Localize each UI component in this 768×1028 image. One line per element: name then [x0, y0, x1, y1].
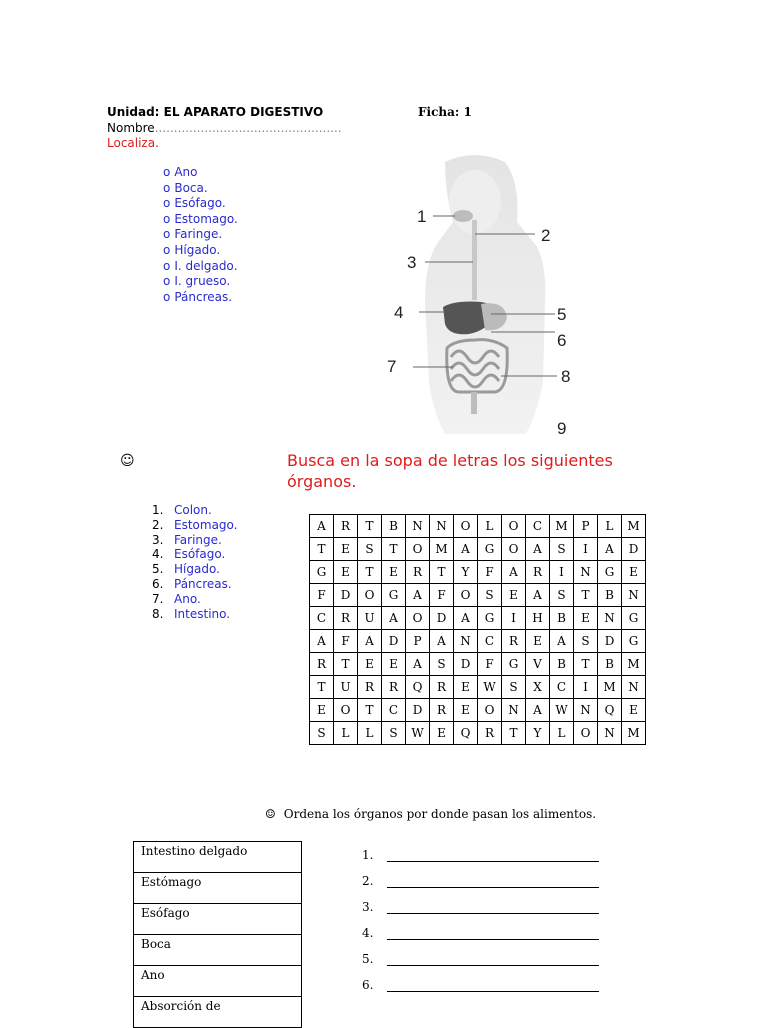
grid-cell[interactable]: M	[430, 538, 454, 561]
diagram-label-7: 7	[387, 357, 397, 376]
step-cell: Absorción de	[134, 997, 302, 1028]
grid-cell[interactable]: O	[406, 538, 430, 561]
grid-cell[interactable]: V	[526, 653, 550, 676]
nombre-dots: .................................................	[154, 121, 342, 135]
grid-cell[interactable]: S	[310, 722, 334, 745]
grid-cell[interactable]: E	[502, 584, 526, 607]
grid-cell[interactable]: S	[550, 584, 574, 607]
grid-cell[interactable]: G	[622, 630, 646, 653]
grid-cell[interactable]: O	[358, 584, 382, 607]
grid-cell[interactable]: A	[526, 584, 550, 607]
step-cell: Boca	[134, 935, 302, 966]
table-row	[134, 935, 302, 966]
list-item: 3. Faringe.	[152, 532, 222, 547]
diagram-label-9: 9	[557, 419, 567, 434]
grid-cell[interactable]: A	[382, 607, 406, 630]
grid-cell[interactable]: R	[430, 699, 454, 722]
grid-cell[interactable]: I	[574, 538, 598, 561]
grid-cell[interactable]: T	[382, 538, 406, 561]
grid-cell[interactable]: S	[574, 630, 598, 653]
list-item: o Páncreas.	[163, 289, 233, 304]
grid-cell[interactable]: W	[406, 722, 430, 745]
nombre-label: Nombre	[107, 121, 155, 135]
step-cell: Esófago	[134, 904, 302, 935]
grid-cell[interactable]: P	[406, 630, 430, 653]
grid-cell[interactable]: O	[574, 722, 598, 745]
grid-cell[interactable]: A	[310, 515, 334, 538]
grid-cell[interactable]: F	[310, 584, 334, 607]
grid-cell[interactable]: E	[334, 538, 358, 561]
grid-cell[interactable]: C	[310, 607, 334, 630]
table-row	[134, 873, 302, 904]
answer-line[interactable]	[387, 965, 599, 966]
grid-cell[interactable]: A	[454, 538, 478, 561]
grid-cell[interactable]: T	[430, 561, 454, 584]
grid-cell[interactable]: A	[358, 630, 382, 653]
grid-cell[interactable]: N	[574, 699, 598, 722]
grid-cell[interactable]: Y	[454, 561, 478, 584]
table-row	[134, 842, 302, 873]
list-item: o Boca.	[163, 180, 208, 195]
grid-cell[interactable]: X	[526, 676, 550, 699]
grid-row	[310, 584, 646, 607]
grid-cell[interactable]: O	[454, 515, 478, 538]
diagram-label-2: 2	[541, 226, 551, 245]
grid-cell[interactable]: T	[334, 653, 358, 676]
grid-cell[interactable]: L	[334, 722, 358, 745]
grid-cell[interactable]: T	[358, 515, 382, 538]
grid-cell[interactable]: N	[598, 607, 622, 630]
grid-cell[interactable]: N	[406, 515, 430, 538]
grid-cell[interactable]: G	[310, 561, 334, 584]
organ-list	[163, 165, 238, 305]
grid-cell[interactable]: D	[454, 653, 478, 676]
grid-cell[interactable]: U	[358, 607, 382, 630]
answer-line[interactable]	[387, 939, 599, 940]
list-item: o Faringe.	[163, 227, 223, 242]
grid-cell[interactable]: A	[550, 630, 574, 653]
grid-cell[interactable]: E	[382, 561, 406, 584]
grid-cell[interactable]: A	[502, 561, 526, 584]
grid-cell[interactable]: L	[478, 515, 502, 538]
grid-cell[interactable]: T	[574, 584, 598, 607]
grid-cell[interactable]: F	[478, 653, 502, 676]
step-cell: Intestino delgado	[134, 842, 302, 873]
grid-cell[interactable]: E	[454, 699, 478, 722]
grid-row	[310, 630, 646, 653]
grid-cell[interactable]: R	[334, 515, 358, 538]
grid-cell[interactable]: A	[526, 538, 550, 561]
grid-cell[interactable]: W	[478, 676, 502, 699]
grid-cell[interactable]: S	[358, 538, 382, 561]
diagram-label-5: 5	[557, 305, 567, 324]
grid-cell[interactable]: D	[598, 630, 622, 653]
digestive-system-diagram	[385, 152, 585, 434]
grid-row	[310, 722, 646, 745]
list-item: 1. Colon.	[152, 503, 212, 517]
grid-row	[310, 676, 646, 699]
grid-cell[interactable]: P	[574, 515, 598, 538]
grid-cell[interactable]: O	[406, 607, 430, 630]
answer-line[interactable]	[387, 887, 599, 888]
smiley-icon: ☺	[120, 453, 135, 469]
wordsearch-instruction: Busca en la sopa de letras los siguientes órganos.	[287, 451, 613, 491]
grid-cell[interactable]: C	[478, 630, 502, 653]
list-item: 5. Hígado.	[152, 562, 220, 577]
grid-cell[interactable]: E	[358, 653, 382, 676]
grid-cell[interactable]: L	[358, 722, 382, 745]
grid-cell[interactable]: S	[550, 538, 574, 561]
grid-cell[interactable]: S	[430, 653, 454, 676]
localiza-label: Localiza.	[107, 136, 159, 150]
grid-cell[interactable]: A	[454, 607, 478, 630]
list-item: o Esófago.	[163, 196, 226, 211]
grid-cell[interactable]: S	[502, 676, 526, 699]
diagram-label-4: 4	[394, 303, 404, 322]
smiley-icon: ☺	[265, 807, 276, 821]
grid-cell[interactable]: O	[454, 584, 478, 607]
grid-cell[interactable]: M	[622, 515, 646, 538]
grid-cell[interactable]: B	[382, 515, 406, 538]
grid-cell[interactable]: M	[598, 676, 622, 699]
grid-cell[interactable]: L	[598, 515, 622, 538]
answer-line[interactable]	[387, 913, 599, 914]
grid-cell[interactable]: R	[478, 722, 502, 745]
grid-cell[interactable]: E	[334, 561, 358, 584]
list-item: 2. Estomago.	[152, 517, 238, 532]
grid-cell[interactable]: C	[550, 676, 574, 699]
grid-cell[interactable]: C	[382, 699, 406, 722]
list-item: 8. Intestino.	[152, 606, 231, 621]
list-item: 4. Esófago.	[152, 547, 226, 562]
grid-cell[interactable]: R	[502, 630, 526, 653]
grid-cell[interactable]: U	[334, 676, 358, 699]
grid-cell[interactable]: E	[622, 699, 646, 722]
diagram-label-3: 3	[407, 253, 417, 272]
grid-cell[interactable]: T	[358, 561, 382, 584]
grid-cell[interactable]: R	[526, 561, 550, 584]
grid-cell[interactable]: N	[598, 722, 622, 745]
grid-cell[interactable]: F	[334, 630, 358, 653]
grid-cell[interactable]: A	[430, 630, 454, 653]
grid-cell[interactable]: R	[358, 676, 382, 699]
grid-cell[interactable]: E	[382, 653, 406, 676]
grid-cell[interactable]: R	[382, 676, 406, 699]
grid-cell[interactable]: R	[334, 607, 358, 630]
order-instruction: Ordena los órganos por donde pasan los alimentos.	[283, 807, 597, 821]
grid-cell[interactable]: A	[598, 538, 622, 561]
diagram-label-1: 1	[417, 207, 427, 226]
list-item: o Ano	[163, 165, 198, 179]
grid-cell[interactable]: B	[550, 607, 574, 630]
grid-cell[interactable]: T	[310, 676, 334, 699]
step-cell: Estómago	[134, 873, 302, 904]
list-item: 7. Ano.	[152, 591, 201, 606]
grid-cell[interactable]: I	[550, 561, 574, 584]
grid-cell[interactable]: D	[406, 699, 430, 722]
table-row	[134, 997, 302, 1028]
list-item: o Estomago.	[163, 211, 238, 226]
grid-cell[interactable]: T	[574, 653, 598, 676]
grid-cell[interactable]: T	[502, 722, 526, 745]
grid-cell[interactable]: H	[526, 607, 550, 630]
grid-cell[interactable]: N	[454, 630, 478, 653]
grid-cell[interactable]: I	[574, 676, 598, 699]
unit-title: Unidad: EL APARATO DIGESTIVO	[107, 105, 324, 119]
answer-line[interactable]	[387, 991, 599, 992]
grid-cell[interactable]: N	[574, 561, 598, 584]
table-row	[134, 966, 302, 997]
grid-cell[interactable]: A	[310, 630, 334, 653]
grid-cell[interactable]: B	[550, 653, 574, 676]
grid-cell[interactable]: D	[382, 630, 406, 653]
grid-cell[interactable]: A	[406, 653, 430, 676]
grid-cell[interactable]: O	[478, 699, 502, 722]
word-search-grid	[309, 514, 646, 745]
list-item: o I. grueso.	[163, 274, 231, 289]
esophagus-organ	[472, 220, 477, 300]
grid-cell[interactable]: R	[406, 561, 430, 584]
grid-cell[interactable]: C	[526, 515, 550, 538]
grid-row	[310, 515, 646, 538]
grid-cell[interactable]: M	[622, 653, 646, 676]
grid-cell[interactable]: Q	[454, 722, 478, 745]
grid-cell[interactable]: M	[550, 515, 574, 538]
word-list	[152, 503, 238, 621]
grid-cell[interactable]: E	[622, 561, 646, 584]
grid-cell[interactable]: E	[430, 722, 454, 745]
list-item: 6. Páncreas.	[152, 576, 232, 591]
grid-cell[interactable]: D	[334, 584, 358, 607]
diagram-label-6: 6	[557, 331, 567, 350]
grid-cell[interactable]: R	[430, 676, 454, 699]
grid-cell[interactable]: T	[358, 699, 382, 722]
grid-cell[interactable]: G	[478, 538, 502, 561]
nombre-line	[107, 121, 342, 135]
grid-cell[interactable]: G	[478, 607, 502, 630]
grid-cell[interactable]: D	[622, 538, 646, 561]
grid-cell[interactable]: T	[310, 538, 334, 561]
grid-cell[interactable]: F	[478, 561, 502, 584]
grid-cell[interactable]: O	[502, 515, 526, 538]
grid-cell[interactable]: Q	[406, 676, 430, 699]
grid-cell[interactable]: B	[598, 653, 622, 676]
grid-row	[310, 538, 646, 561]
diagram-label-8: 8	[561, 367, 571, 386]
grid-cell[interactable]: D	[430, 607, 454, 630]
grid-cell[interactable]: W	[550, 699, 574, 722]
grid-cell[interactable]: O	[334, 699, 358, 722]
grid-cell[interactable]: S	[478, 584, 502, 607]
grid-cell[interactable]: N	[622, 676, 646, 699]
grid-cell[interactable]: B	[598, 584, 622, 607]
grid-cell[interactable]: G	[382, 584, 406, 607]
grid-cell[interactable]: R	[310, 653, 334, 676]
grid-cell[interactable]: G	[502, 653, 526, 676]
grid-cell[interactable]: E	[310, 699, 334, 722]
grid-cell[interactable]: N	[622, 584, 646, 607]
table-row	[134, 904, 302, 935]
answer-line[interactable]	[387, 861, 599, 862]
list-item: o I. delgado.	[163, 258, 238, 273]
rectum-organ	[471, 392, 477, 414]
grid-row	[310, 607, 646, 630]
list-item: o Hígado.	[163, 242, 221, 257]
grid-cell[interactable]: S	[382, 722, 406, 745]
ficha-label: Ficha: 1	[418, 105, 472, 119]
grid-cell[interactable]: O	[502, 538, 526, 561]
process-steps-table	[133, 841, 302, 1028]
grid-cell[interactable]: E	[454, 676, 478, 699]
grid-cell[interactable]: L	[550, 722, 574, 745]
grid-cell[interactable]: E	[574, 607, 598, 630]
grid-cell[interactable]: N	[430, 515, 454, 538]
grid-cell[interactable]: Q	[598, 699, 622, 722]
grid-cell[interactable]: N	[502, 699, 526, 722]
grid-cell[interactable]: I	[502, 607, 526, 630]
grid-cell[interactable]: Y	[526, 722, 550, 745]
step-cell: Ano	[134, 966, 302, 997]
grid-row	[310, 653, 646, 676]
grid-cell[interactable]: M	[622, 722, 646, 745]
grid-row	[310, 561, 646, 584]
grid-cell[interactable]: E	[526, 630, 550, 653]
grid-cell[interactable]: G	[598, 561, 622, 584]
order-instruction-line	[265, 807, 596, 821]
grid-cell[interactable]: G	[622, 607, 646, 630]
grid-cell[interactable]: A	[526, 699, 550, 722]
grid-cell[interactable]: F	[430, 584, 454, 607]
mouth-organ	[453, 210, 473, 222]
grid-row	[310, 699, 646, 722]
grid-cell[interactable]: A	[406, 584, 430, 607]
